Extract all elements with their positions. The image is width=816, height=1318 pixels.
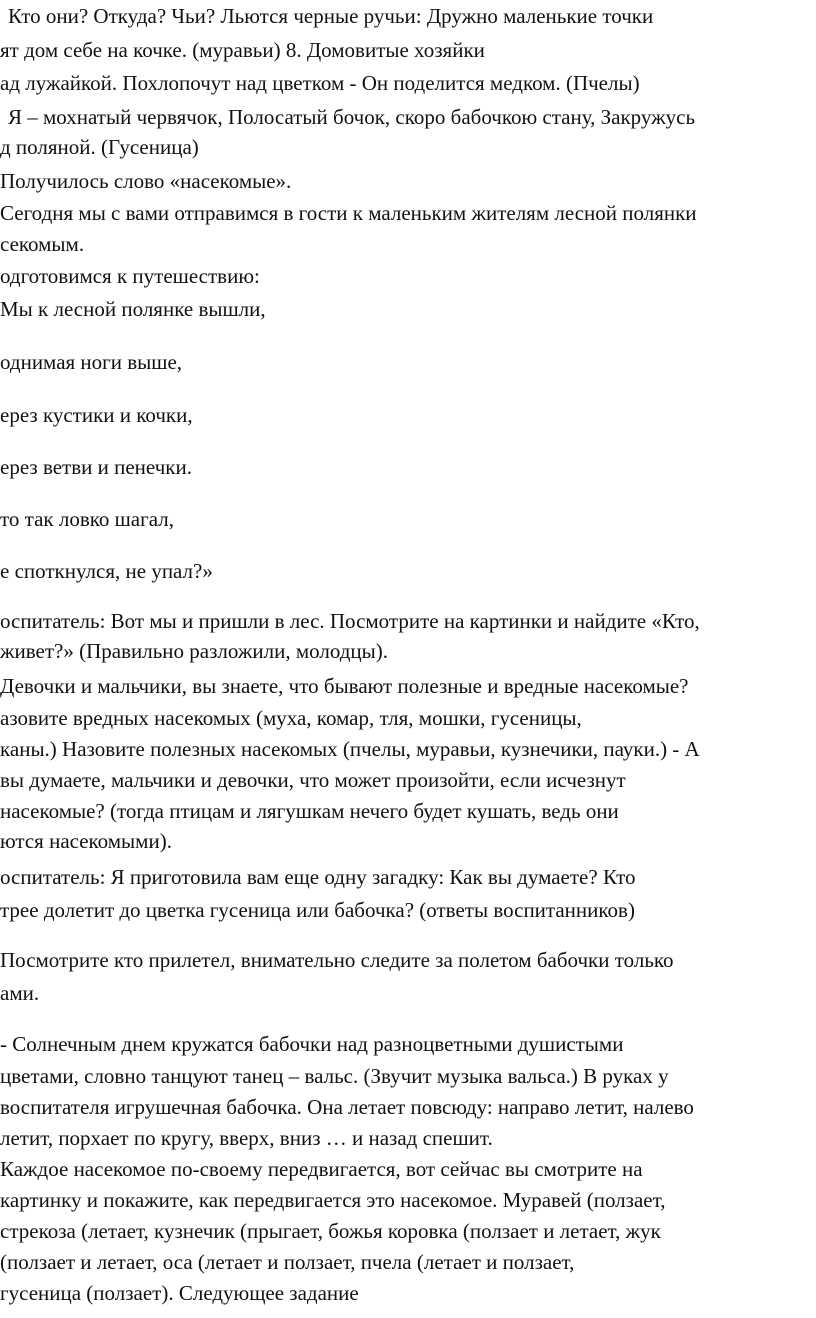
text-line: трее долетит до цветка гусеница или бабочка? (ответы воспитанников) bbox=[0, 898, 635, 922]
text-line: - Солнечным днем кружатся бабочки над разноцветными душистыми bbox=[0, 1032, 624, 1056]
text-line: оспитатель: Вот мы и пришли в лес. Посмотрите на картинки и найдите «Кто, bbox=[0, 609, 700, 633]
text-line: Посмотрите кто прилетел, внимательно следите за полетом бабочки только bbox=[0, 948, 674, 972]
text-line: секомым. bbox=[0, 232, 85, 256]
text-line: ами. bbox=[0, 981, 40, 1005]
text-line: Кто они? Откуда? Чьи? Льются черные ручьи: Дружно маленькие точки bbox=[8, 4, 654, 28]
text-line: картинку и покажите, как передвигается это насекомое. Муравей (ползает, bbox=[0, 1188, 666, 1212]
text-line: вы думаете, мальчики и девочки, что может произойти, если исчезнут bbox=[0, 768, 626, 792]
text-line: Девочки и мальчики, вы знаете, что бывают полезные и вредные насекомые? bbox=[0, 674, 689, 698]
text-line: одготовимся к путешествию: bbox=[0, 264, 260, 288]
text-line: то так ловко шагал, bbox=[0, 507, 174, 531]
text-line: Я – мохнатый червячок, Полосатый бочок, скоро бабочкою стану, Закружусь bbox=[8, 105, 696, 129]
text-line: ят дом себе на кочке. (муравьи) 8. Домовитые хозяйки bbox=[0, 38, 485, 62]
text-line: воспитателя игрушечная бабочка. Она летает повсюду: направо летит, налево bbox=[0, 1095, 694, 1119]
text-line: (ползает и летает, оса (летает и ползает, пчела (летает и ползает, bbox=[0, 1250, 575, 1274]
text-line: ерез кустики и кочки, bbox=[0, 403, 193, 427]
text-line: ад лужайкой. Похлопочут над цветком - Он поделится медком. (Пчелы) bbox=[0, 71, 640, 95]
text-line: Каждое насекомое по-своему передвигается, вот сейчас вы смотрите на bbox=[0, 1157, 643, 1181]
text-line: гусеница (ползает). Следующее задание bbox=[0, 1281, 359, 1305]
text-line: стрекоза (летает, кузнечик (прыгает, божья коровка (ползает и летает, жук bbox=[0, 1219, 661, 1243]
text-line: каны.) Назовите полезных насекомых (пчелы, муравьи, кузнечики, пауки.) - А bbox=[0, 737, 700, 761]
text-line: Получилось слово «насекомые». bbox=[0, 169, 292, 193]
text-line: живет?» (Правильно разложили, молодцы). bbox=[0, 639, 388, 663]
text-line: Сегодня мы с вами отправимся в гости к маленьким жителям лесной полянки bbox=[0, 201, 697, 225]
text-line: Мы к лесной полянке вышли, bbox=[0, 297, 266, 321]
text-line: азовите вредных насекомых (муха, комар, тля, мошки, гусеницы, bbox=[0, 706, 582, 730]
text-line: ерез ветви и пенечки. bbox=[0, 455, 192, 479]
text-line: однимая ноги выше, bbox=[0, 350, 183, 374]
text-line: оспитатель: Я приготовила вам еще одну загадку: Как вы думаете? Кто bbox=[0, 865, 636, 889]
text-line: д поляной. (Гусеница) bbox=[0, 135, 199, 159]
text-line: ются насекомыми). bbox=[0, 829, 172, 853]
text-line: летит, порхает по кругу, вверх, вниз … и назад спешит. bbox=[0, 1126, 493, 1150]
text-line: цветами, словно танцуют танец – вальс. (Звучит музыка вальса.) В руках у bbox=[0, 1064, 669, 1088]
text-line: насекомые? (тогда птицам и лягушкам нечего будет кушать, ведь они bbox=[0, 799, 619, 823]
text-line: е споткнулся, не упал?» bbox=[0, 559, 213, 583]
